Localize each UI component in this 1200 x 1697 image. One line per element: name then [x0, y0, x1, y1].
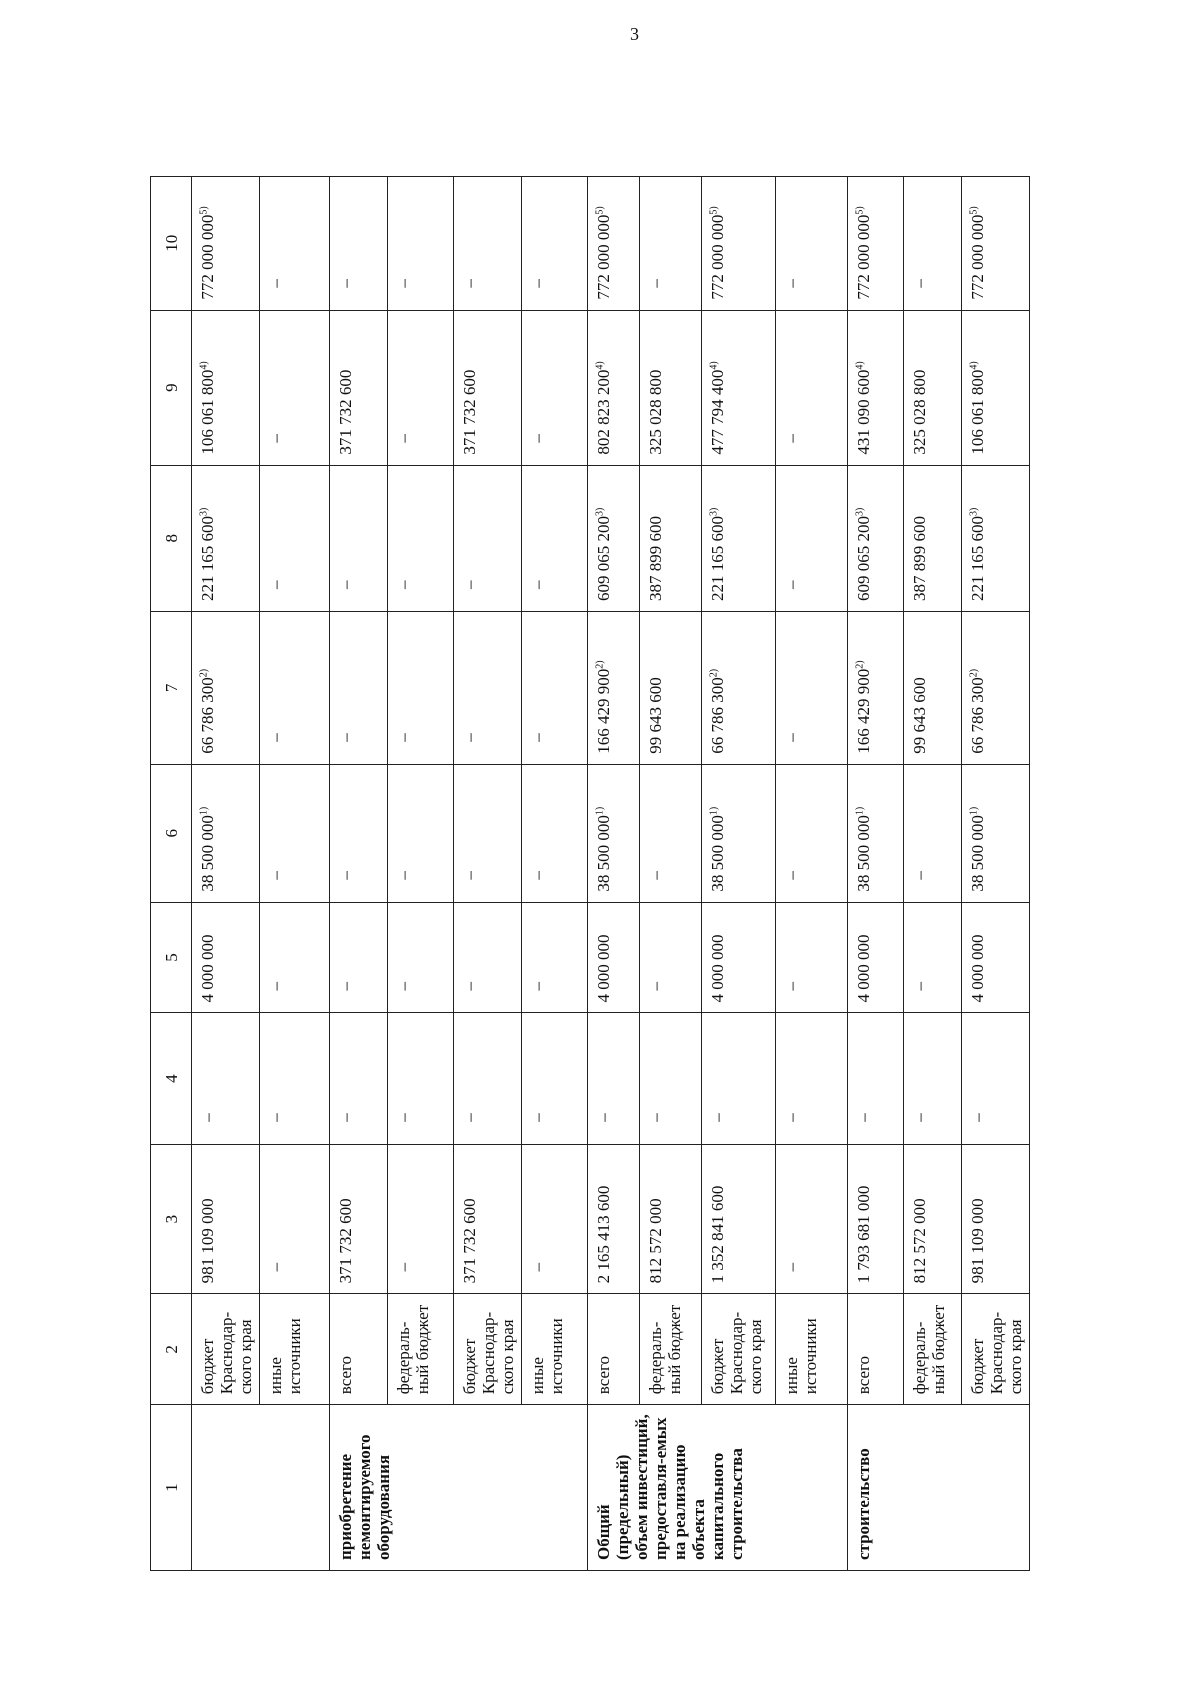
- value-cell-c7: [260, 611, 330, 764]
- value-text: –: [910, 871, 929, 880]
- value-text: –: [394, 1262, 413, 1272]
- value-cell-c9: [848, 310, 904, 465]
- value-cell-c5: [640, 902, 702, 1013]
- value-cell-c9: [962, 310, 1030, 465]
- column-header: 9: [151, 310, 192, 465]
- value-text: –: [336, 580, 355, 589]
- value-cell-c9: [388, 310, 454, 465]
- column-header: 2: [151, 1294, 192, 1405]
- value-cell-c4: [848, 1013, 904, 1144]
- column-header: 5: [151, 902, 192, 1013]
- value-text: –: [266, 871, 285, 880]
- value-text: –: [528, 981, 547, 991]
- table-row: [454, 177, 522, 1571]
- footnote-marker: 5): [198, 206, 210, 215]
- value-cell-c10: [330, 177, 388, 311]
- value-cell-c9: [776, 310, 848, 465]
- value-cell-c3: [702, 1144, 776, 1294]
- value-cell-c4: [962, 1013, 1030, 1144]
- value-cell-c8: [522, 465, 588, 611]
- value-text: 371 732 600: [336, 369, 355, 455]
- table-row: [702, 177, 776, 1571]
- value-cell-c6: [330, 764, 388, 902]
- footnote-marker: 1): [708, 806, 720, 816]
- value-text: 4 000 000: [708, 934, 727, 1003]
- value-cell-c4: [640, 1013, 702, 1144]
- value-cell-c3: [776, 1144, 848, 1294]
- value-text: 609 065 200: [594, 515, 613, 601]
- funding-source: иные источники: [260, 1294, 330, 1405]
- value-cell-c4: [388, 1013, 454, 1144]
- value-text: –: [266, 580, 285, 589]
- value-cell-c9: [192, 310, 260, 465]
- value-cell-c4: [330, 1013, 388, 1144]
- value-cell-c3: [588, 1144, 640, 1294]
- value-text: –: [394, 871, 413, 880]
- footnote-marker: 1): [854, 806, 866, 816]
- value-cell-c5: [522, 902, 588, 1013]
- value-cell-c3: [260, 1144, 330, 1294]
- value-cell-c8: [260, 465, 330, 611]
- value-cell-c6: [640, 764, 702, 902]
- value-text: –: [266, 1113, 285, 1122]
- value-cell-c5: [702, 902, 776, 1013]
- value-text: –: [394, 981, 413, 991]
- value-text: –: [394, 1113, 413, 1122]
- value-text: –: [394, 279, 413, 288]
- value-cell-c7: [588, 611, 640, 764]
- page-number: 3: [630, 24, 639, 44]
- footnote-marker: 3): [708, 507, 720, 516]
- value-text: –: [394, 434, 413, 443]
- value-cell-c7: [904, 611, 962, 764]
- value-text: –: [782, 434, 801, 443]
- value-cell-c7: [848, 611, 904, 764]
- value-text: 66 786 300: [968, 677, 987, 754]
- rotated-table-container: [150, 176, 1025, 1571]
- value-text: 38 500 000: [854, 815, 873, 892]
- value-text: 981 109 000: [198, 1198, 217, 1284]
- footnote-marker: 4): [708, 361, 720, 370]
- value-cell-c6: [702, 764, 776, 902]
- value-cell-c7: [640, 611, 702, 764]
- value-cell-c7: [522, 611, 588, 764]
- value-cell-c8: [776, 465, 848, 611]
- value-text: 221 165 600: [198, 515, 217, 601]
- table-row: [848, 177, 904, 1571]
- value-text: –: [394, 733, 413, 742]
- value-text: 38 500 000: [708, 815, 727, 892]
- column-header: 8: [151, 465, 192, 611]
- value-cell-c5: [904, 902, 962, 1013]
- section-name: [192, 1405, 330, 1571]
- value-cell-c9: [260, 310, 330, 465]
- value-text: –: [336, 1113, 355, 1122]
- value-cell-c7: [388, 611, 454, 764]
- value-text: 812 572 000: [910, 1198, 929, 1284]
- column-header: 10: [151, 177, 192, 311]
- value-text: 166 429 900: [854, 668, 873, 754]
- value-text: –: [782, 981, 801, 991]
- column-header: 1: [151, 1405, 192, 1571]
- column-number-row: [151, 177, 192, 1571]
- value-text: 106 061 800: [968, 369, 987, 455]
- funding-source: бюджет Краснодар-ского края: [454, 1294, 522, 1405]
- value-text: –: [594, 1113, 613, 1122]
- value-text: –: [528, 733, 547, 742]
- value-text: –: [646, 1113, 665, 1122]
- value-text: –: [528, 1113, 547, 1122]
- table-row: [388, 177, 454, 1571]
- value-cell-c8: [330, 465, 388, 611]
- value-text: –: [782, 871, 801, 880]
- value-cell-c9: [588, 310, 640, 465]
- value-cell-c7: [454, 611, 522, 764]
- value-text: 106 061 800: [198, 369, 217, 455]
- value-text: 4 000 000: [198, 934, 217, 1003]
- footnote-marker: 2): [854, 660, 866, 669]
- value-text: 802 823 200: [594, 369, 613, 455]
- value-text: 387 899 600: [910, 515, 929, 601]
- value-cell-c3: [640, 1144, 702, 1294]
- value-cell-c6: [962, 764, 1030, 902]
- footnote-marker: 3): [198, 507, 210, 516]
- value-cell-c3: [330, 1144, 388, 1294]
- value-cell-c5: [192, 902, 260, 1013]
- value-cell-c7: [192, 611, 260, 764]
- footnote-marker: 3): [854, 507, 866, 516]
- value-cell-c6: [776, 764, 848, 902]
- value-text: 477 794 400: [708, 369, 727, 455]
- value-cell-c8: [640, 465, 702, 611]
- column-header: 6: [151, 764, 192, 902]
- table-row: [522, 177, 588, 1571]
- value-text: –: [198, 1113, 217, 1122]
- table-row: [904, 177, 962, 1571]
- value-cell-c4: [702, 1013, 776, 1144]
- value-text: –: [782, 733, 801, 742]
- value-text: 772 000 000: [594, 214, 613, 300]
- value-text: 772 000 000: [854, 214, 873, 300]
- table-row: [588, 177, 640, 1571]
- funding-source: всего: [330, 1294, 388, 1405]
- footnote-marker: 5): [854, 206, 866, 215]
- funding-source: бюджет Краснодар-ского края: [962, 1294, 1030, 1405]
- value-cell-c3: [904, 1144, 962, 1294]
- value-text: 4 000 000: [854, 934, 873, 1003]
- value-cell-c10: [702, 177, 776, 311]
- value-cell-c4: [454, 1013, 522, 1144]
- value-cell-c8: [848, 465, 904, 611]
- footnote-marker: 2): [198, 668, 210, 678]
- value-text: 66 786 300: [198, 677, 217, 754]
- value-cell-c8: [702, 465, 776, 611]
- value-text: –: [336, 733, 355, 742]
- value-text: 772 000 000: [968, 214, 987, 300]
- value-text: –: [910, 1113, 929, 1122]
- value-text: 1 793 681 000: [854, 1185, 873, 1284]
- footnote-marker: 1): [198, 806, 210, 816]
- footnote-marker: 3): [968, 507, 980, 516]
- value-text: 981 109 000: [968, 1198, 987, 1284]
- value-cell-c8: [588, 465, 640, 611]
- table-row: [260, 177, 330, 1571]
- value-text: –: [968, 1113, 987, 1122]
- value-cell-c5: [776, 902, 848, 1013]
- value-text: 371 732 600: [460, 1198, 479, 1284]
- value-cell-c6: [904, 764, 962, 902]
- value-text: –: [460, 279, 479, 288]
- value-text: 2 165 413 600: [594, 1185, 613, 1284]
- value-cell-c4: [260, 1013, 330, 1144]
- value-text: –: [854, 1113, 873, 1122]
- funding-source: бюджет Краснодар-ского края: [192, 1294, 260, 1405]
- value-cell-c8: [904, 465, 962, 611]
- value-text: –: [782, 580, 801, 589]
- value-text: –: [528, 871, 547, 880]
- table-row: [640, 177, 702, 1571]
- value-cell-c4: [776, 1013, 848, 1144]
- value-text: 221 165 600: [968, 515, 987, 601]
- value-cell-c10: [192, 177, 260, 311]
- value-text: –: [336, 981, 355, 991]
- footnote-marker: 1): [594, 806, 606, 816]
- value-cell-c8: [388, 465, 454, 611]
- value-text: –: [460, 580, 479, 589]
- footnote-marker: 2): [708, 668, 720, 678]
- value-cell-c8: [962, 465, 1030, 611]
- value-cell-c10: [776, 177, 848, 311]
- value-cell-c10: [454, 177, 522, 311]
- funding-source: бюджет Краснодар-ского края: [702, 1294, 776, 1405]
- value-text: –: [266, 733, 285, 742]
- value-text: 38 500 000: [968, 815, 987, 892]
- value-cell-c9: [454, 310, 522, 465]
- value-cell-c5: [330, 902, 388, 1013]
- value-text: 221 165 600: [708, 515, 727, 601]
- funding-source: федераль-ный бюджет: [640, 1294, 702, 1405]
- column-header: 3: [151, 1144, 192, 1294]
- value-text: –: [336, 871, 355, 880]
- value-text: –: [782, 1262, 801, 1272]
- value-text: 325 028 800: [646, 369, 665, 455]
- funding-source: федераль-ный бюджет: [904, 1294, 962, 1405]
- value-cell-c10: [962, 177, 1030, 311]
- value-cell-c10: [848, 177, 904, 311]
- value-cell-c3: [192, 1144, 260, 1294]
- value-text: –: [460, 981, 479, 991]
- column-header: 7: [151, 611, 192, 764]
- funding-source: иные источники: [776, 1294, 848, 1405]
- value-text: 38 500 000: [594, 815, 613, 892]
- value-cell-c5: [962, 902, 1030, 1013]
- footnote-marker: 4): [968, 361, 980, 370]
- value-cell-c4: [522, 1013, 588, 1144]
- value-text: –: [460, 1113, 479, 1122]
- footnote-marker: 3): [594, 507, 606, 516]
- section-name: приобретение немонтируемого оборудования: [330, 1405, 588, 1571]
- value-text: 99 643 600: [646, 677, 665, 754]
- value-cell-c9: [904, 310, 962, 465]
- value-text: –: [646, 981, 665, 991]
- value-text: 4 000 000: [968, 934, 987, 1003]
- footnote-marker: 2): [968, 668, 980, 678]
- value-text: 325 028 800: [910, 369, 929, 455]
- value-text: 371 732 600: [336, 1198, 355, 1284]
- value-cell-c3: [522, 1144, 588, 1294]
- value-text: 812 572 000: [646, 1198, 665, 1284]
- value-cell-c5: [388, 902, 454, 1013]
- value-text: 387 899 600: [646, 515, 665, 601]
- value-text: –: [394, 580, 413, 589]
- value-cell-c3: [454, 1144, 522, 1294]
- value-text: –: [708, 1113, 727, 1122]
- table-row: [330, 177, 388, 1571]
- value-text: –: [782, 1113, 801, 1122]
- value-cell-c7: [702, 611, 776, 764]
- value-text: 772 000 000: [198, 214, 217, 300]
- value-text: –: [646, 279, 665, 288]
- value-text: 1 352 841 600: [708, 1185, 727, 1284]
- value-cell-c7: [330, 611, 388, 764]
- value-text: –: [528, 1262, 547, 1272]
- funding-source: всего: [588, 1294, 640, 1405]
- value-text: 4 000 000: [594, 934, 613, 1003]
- value-text: –: [266, 434, 285, 443]
- value-text: –: [782, 279, 801, 288]
- value-text: 38 500 000: [198, 815, 217, 892]
- value-text: –: [266, 981, 285, 991]
- footnote-marker: 5): [594, 206, 606, 215]
- table-row: [962, 177, 1030, 1571]
- value-cell-c6: [848, 764, 904, 902]
- value-cell-c9: [702, 310, 776, 465]
- value-text: 431 090 600: [854, 369, 873, 455]
- value-cell-c10: [588, 177, 640, 311]
- value-cell-c4: [904, 1013, 962, 1144]
- table-row: [776, 177, 848, 1571]
- value-cell-c10: [522, 177, 588, 311]
- value-text: –: [266, 1262, 285, 1272]
- value-cell-c9: [522, 310, 588, 465]
- value-cell-c8: [454, 465, 522, 611]
- value-text: –: [336, 279, 355, 288]
- footnote-marker: 4): [854, 361, 866, 370]
- section-name: строительство: [848, 1405, 1030, 1571]
- column-header: 4: [151, 1013, 192, 1144]
- value-text: 166 429 900: [594, 668, 613, 754]
- value-cell-c6: [192, 764, 260, 902]
- value-cell-c4: [588, 1013, 640, 1144]
- investment-table: [150, 176, 1030, 1571]
- value-text: –: [910, 981, 929, 991]
- value-text: –: [460, 733, 479, 742]
- value-cell-c5: [454, 902, 522, 1013]
- value-cell-c3: [848, 1144, 904, 1294]
- value-text: –: [528, 580, 547, 589]
- value-cell-c8: [192, 465, 260, 611]
- value-cell-c10: [388, 177, 454, 311]
- value-text: 772 000 000: [708, 214, 727, 300]
- value-cell-c6: [260, 764, 330, 902]
- value-cell-c7: [962, 611, 1030, 764]
- footnote-marker: 2): [594, 660, 606, 669]
- footnote-marker: 4): [198, 361, 210, 370]
- value-cell-c3: [388, 1144, 454, 1294]
- funding-source: иные источники: [522, 1294, 588, 1405]
- value-cell-c10: [260, 177, 330, 311]
- funding-source: федераль-ный бюджет: [388, 1294, 454, 1405]
- value-text: –: [528, 434, 547, 443]
- value-text: –: [910, 279, 929, 288]
- value-text: 371 732 600: [460, 369, 479, 455]
- value-cell-c7: [776, 611, 848, 764]
- value-text: 66 786 300: [708, 677, 727, 754]
- value-cell-c5: [848, 902, 904, 1013]
- funding-source: всего: [848, 1294, 904, 1405]
- value-text: –: [266, 279, 285, 288]
- section-name: Общий (предельный) объем инвестиций, предоставля-емых на реализацию объекта капитального строительства: [588, 1405, 848, 1571]
- value-cell-c6: [454, 764, 522, 902]
- value-cell-c6: [388, 764, 454, 902]
- value-text: 609 065 200: [854, 515, 873, 601]
- value-cell-c10: [640, 177, 702, 311]
- value-cell-c6: [522, 764, 588, 902]
- value-cell-c4: [192, 1013, 260, 1144]
- value-cell-c9: [640, 310, 702, 465]
- footnote-marker: 5): [968, 206, 980, 215]
- table-body: [192, 177, 1030, 1571]
- footnote-marker: 5): [708, 206, 720, 215]
- value-cell-c6: [588, 764, 640, 902]
- value-cell-c5: [260, 902, 330, 1013]
- value-text: –: [460, 871, 479, 880]
- value-cell-c10: [904, 177, 962, 311]
- footnote-marker: 1): [968, 806, 980, 816]
- value-cell-c3: [962, 1144, 1030, 1294]
- value-cell-c5: [588, 902, 640, 1013]
- value-text: –: [646, 871, 665, 880]
- table-row: [192, 177, 260, 1571]
- value-text: 99 643 600: [910, 677, 929, 754]
- value-text: –: [528, 279, 547, 288]
- footnote-marker: 4): [594, 361, 606, 370]
- value-cell-c9: [330, 310, 388, 465]
